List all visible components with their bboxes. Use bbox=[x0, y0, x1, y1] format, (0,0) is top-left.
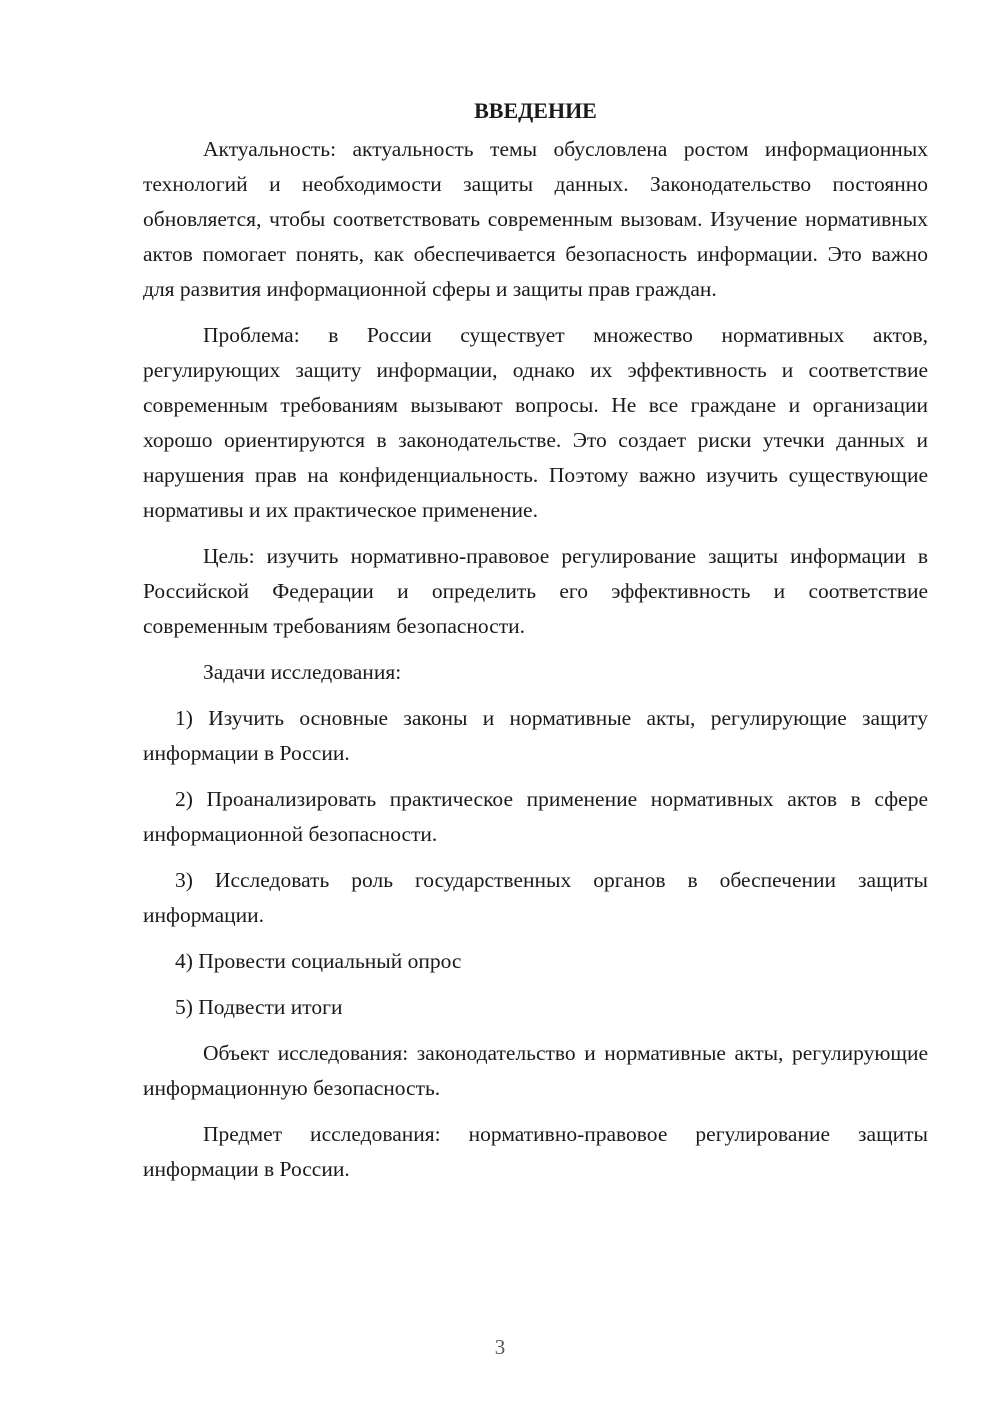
task-item: 4) Провести социальный опрос bbox=[175, 949, 462, 973]
relevance-paragraph: Актуальность: актуальность темы обусловлена ростом информационных технологий и необходимости защиты данных. Законодательство постоянно обновляется, чтобы соответствовать современным вызовам. Изучение нормативных актов помогает понять, как обеспечивается безопасность информации. Это важно для развития информационной сферы и защиты прав граждан. bbox=[143, 137, 928, 301]
page-number: 3 bbox=[494, 1335, 506, 1359]
task-item: 2) Проанализировать практическое применение нормативных актов в сфере информационной безопасности. bbox=[143, 787, 928, 846]
task-item: 5) Подвести итоги bbox=[175, 995, 343, 1019]
object-paragraph: Объект исследования: законодательство и нормативные акты, регулирующие информационную безопасность. bbox=[143, 1041, 928, 1100]
task-item: 3) Исследовать роль государственных органов в обеспечении защиты информации. bbox=[143, 868, 928, 927]
subject-paragraph: Предмет исследования: нормативно-правовое регулирование защиты информации в России. bbox=[143, 1122, 928, 1181]
goal-paragraph: Цель: изучить нормативно-правовое регулирование защиты информации в Российской Федерации и определить его эффективность и соответствие современным требованиям безопасности. bbox=[143, 544, 928, 638]
tasks-heading: Задачи исследования: bbox=[203, 660, 402, 684]
page-title: ВВЕДЕНИЕ bbox=[474, 98, 597, 123]
document-page bbox=[143, 96, 928, 1187]
task-item: 1) Изучить основные законы и нормативные акты, регулирующие защиту информации в России. bbox=[143, 706, 928, 765]
problem-paragraph: Проблема: в России существует множество нормативных актов, регулирующих защиту информации, однако их эффективность и соответствие современным требованиям вызывают вопросы. Не все граждане и организации хорошо ориентируются в законодательстве. Это создает риски утечки данных и нарушения прав на конфиденциальность. Поэтому важно изучить существующие нормативы и их практическое применение. bbox=[143, 323, 928, 522]
